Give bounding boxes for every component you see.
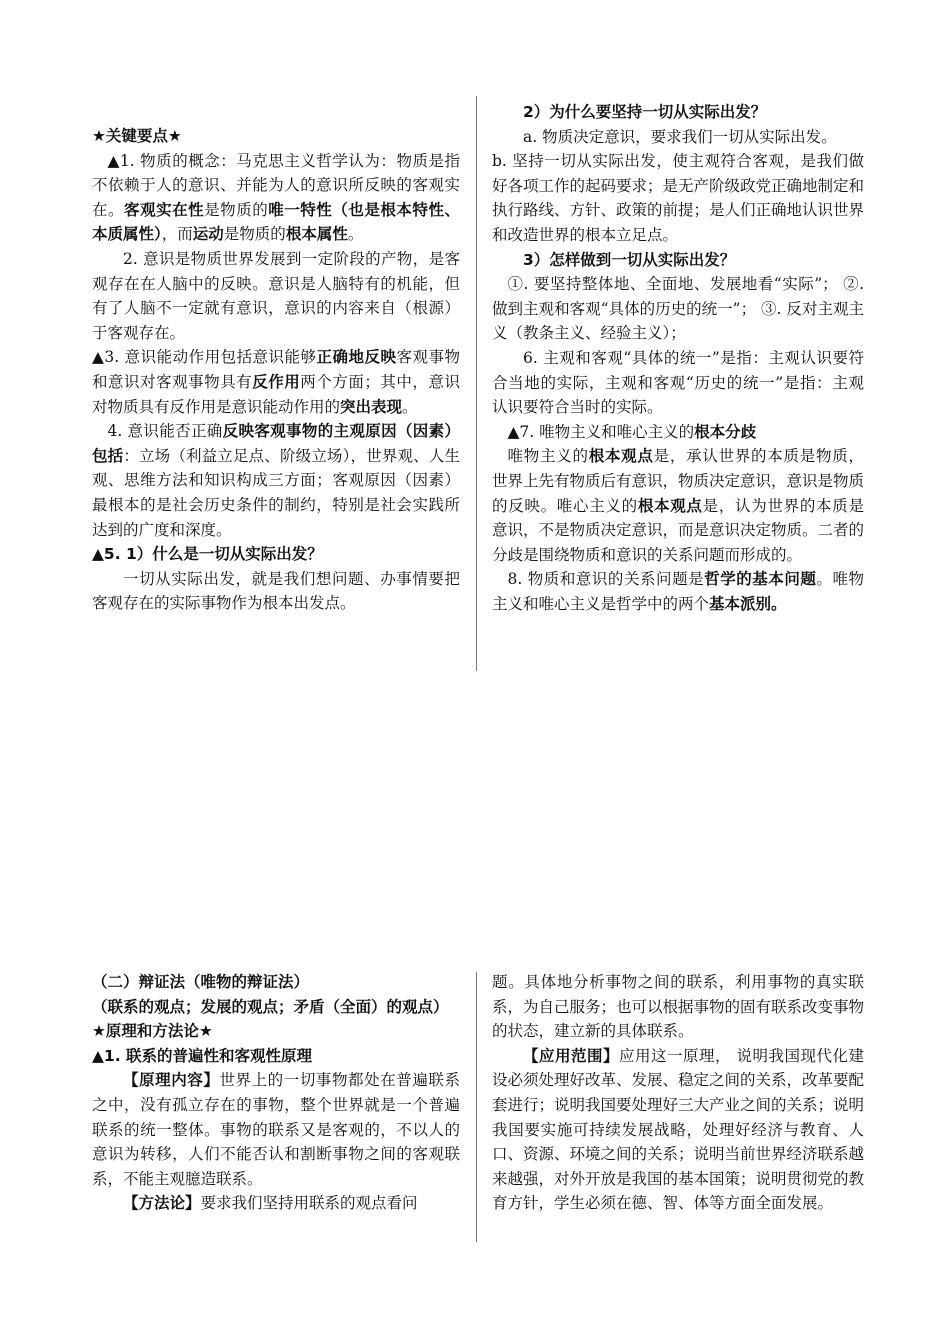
top-right-column	[492, 100, 864, 616]
emphasis: 根本分歧	[694, 422, 757, 441]
application-scope	[492, 1044, 864, 1216]
emphasis: 根本观点	[588, 447, 654, 466]
methodology	[92, 1191, 460, 1216]
label: 【原理内容】	[123, 1071, 220, 1090]
principle-1-heading: ▲1. 联系的普遍性和客观性原理	[92, 1046, 312, 1065]
column-divider	[476, 972, 477, 1242]
top-left-column	[92, 124, 460, 616]
emphasis: 突出表现	[340, 397, 403, 416]
section-subheading: （联系的观点；发展的观点；矛盾（全面）的观点）	[92, 997, 449, 1016]
text: 8. 物质和意识的关系问题是	[507, 570, 705, 589]
text: 客观事物和意识对客观事物具有	[92, 348, 460, 391]
text: 是物质的	[223, 225, 286, 244]
section-heading: （二）辩证法（唯物的辩证法）	[92, 973, 310, 991]
text: 应用这一原理， 说明我国现代化建设必须处理好改革、发展、稳定之间的关系，改革要配套进行；说明我国要处理好三大产业之间的关系；说明我国要实施可持续发展战略，处理好经济与教育、人口、资源、环境之间的关系；说明当前世界经济联系越来越强，对外开放是我国的基本国策；说明贯彻党的教育方针，学生必须在德、智、体等方面全面发展。	[492, 1046, 865, 1213]
text: ，而	[161, 225, 193, 244]
paragraph-7	[492, 444, 864, 567]
paragraph-7-heading	[492, 420, 864, 445]
text: 是物质的	[204, 200, 269, 219]
paragraph-6: 6. 主观和客观“具体的统一”是指：主观认识要符合当地的实际，主观和客观“历史的统一”是指：主观认识要符合当时的实际。	[492, 348, 864, 417]
text: 。	[402, 397, 418, 416]
paragraph-5: 一切从实际出发，就是我们想问题、办事情要把客观存在的实际事物作为根本出发点。	[92, 569, 460, 613]
text: 4. 意识能否正确	[107, 422, 223, 441]
paragraph-1	[92, 149, 460, 247]
paragraph-3	[92, 345, 460, 419]
key-points-heading: ★关键要点★	[92, 127, 182, 145]
how-to-list: ①. 要坚持整体地、全面地、发展地看“实际”； ②. 做到主观和客观“具体的历史的统一”； ③. 反对主观主义（教条主义、经验主义）；	[492, 275, 864, 343]
text: 是，认为世界的本质是意识，不是物质决定意识，而是意识决定物质。二者的分歧是围绕物质和意识的关系问题而形成的。	[492, 496, 865, 564]
paragraph-4	[92, 419, 460, 542]
text: 唯物主义的	[507, 447, 589, 466]
answer-b: b. 坚持一切从实际出发，使主观符合客观，是我们做好各项工作的起码要求；是无产阶级政党正确地制定和执行路线、方针、政策的前提；是人们正确地认识世界和改造世界的根本立足点。	[492, 152, 865, 244]
emphasis: 基本派别。	[709, 594, 787, 613]
label: 【方法论】	[123, 1194, 201, 1213]
text: ▲7. 唯物主义和唯心主义的	[507, 422, 695, 441]
emphasis: 根本属性	[285, 225, 348, 244]
question-1-heading: ▲5. 1）什么是一切从实际出发？	[92, 545, 323, 564]
paragraph-2: 2. 意识是物质世界发展到一定阶段的产物，是客观存在在人脑中的反映。意识是人脑特有的机能，但有了人脑不一定就有意识，意识的内容来自（根源）于客观存在。	[92, 249, 460, 342]
text: 。唯物主义和唯心主义是哲学中的两个	[492, 570, 864, 613]
text: 两个方面；其中，意识对物质具有反作用是意识能动作用的	[92, 372, 460, 416]
answer-a: a. 物质决定意识，要求我们一切从实际出发。	[523, 127, 837, 146]
text: 要求我们坚持用联系的观点看问	[200, 1194, 418, 1213]
emphasis: 客观实在性	[124, 200, 205, 219]
paragraph-8	[492, 567, 864, 616]
emphasis: 正确地反映	[316, 348, 397, 367]
methodology-continued: 题。具体地分析事物之间的联系，利用事物的真实联系，为自己服务；也可以根据事物的固有联系改变事物的状态，建立新的具体联系。	[492, 973, 865, 1041]
text: ▲1. 物质的概念：马克思主义哲学认为：物质是指不依赖于人的意识、并能为人的意识所反映的客观实在。	[92, 151, 460, 219]
text: ：立场（利益立足点、阶级立场），世界观、人生观、思维方法和知识构成三方面；客观原因（因素）最根本的是社会历史条件的制约，特别是社会实践所达到的广度和深度。	[92, 446, 460, 539]
text: 是，承认世界的本质是物质，世界上先有物质后有意识，物质决定意识，意识是物质的反映。唯心主义的	[492, 447, 865, 515]
emphasis: 反映客观事物的主观原因（因素）包括	[92, 422, 460, 465]
text: 世界上的一切事物都处在普遍联系之中，没有孤立存在的事物，整个世界就是一个普遍联系的统一整体。事物的联系又是客观的，不以人的意识为转移，人们不能否认和割断事物之间的客观联系，不能主观臆造联系。	[92, 1071, 460, 1188]
text: 。	[347, 225, 364, 244]
emphasis: 哲学的基本问题	[704, 570, 817, 589]
emphasis: 唯一特性（也是根本特性、本质属性）	[92, 200, 460, 244]
label: 【应用范围】	[523, 1046, 620, 1065]
bottom-right-column	[492, 970, 864, 1216]
question-3-heading: 3）怎样做到一切从实际出发？	[523, 250, 736, 269]
question-2-heading: 2）为什么要坚持一切从实际出发？	[523, 103, 767, 121]
emphasis: 根本观点	[637, 496, 703, 515]
text: ▲3. 意识能动作用包括意识能够	[92, 348, 317, 367]
principle-content	[92, 1068, 460, 1191]
column-divider	[476, 96, 477, 671]
emphasis: 运动	[192, 225, 224, 244]
bottom-left-column	[92, 970, 460, 1216]
emphasis: 反作用	[252, 372, 301, 391]
principles-heading: ★原理和方法论★	[92, 1022, 213, 1041]
